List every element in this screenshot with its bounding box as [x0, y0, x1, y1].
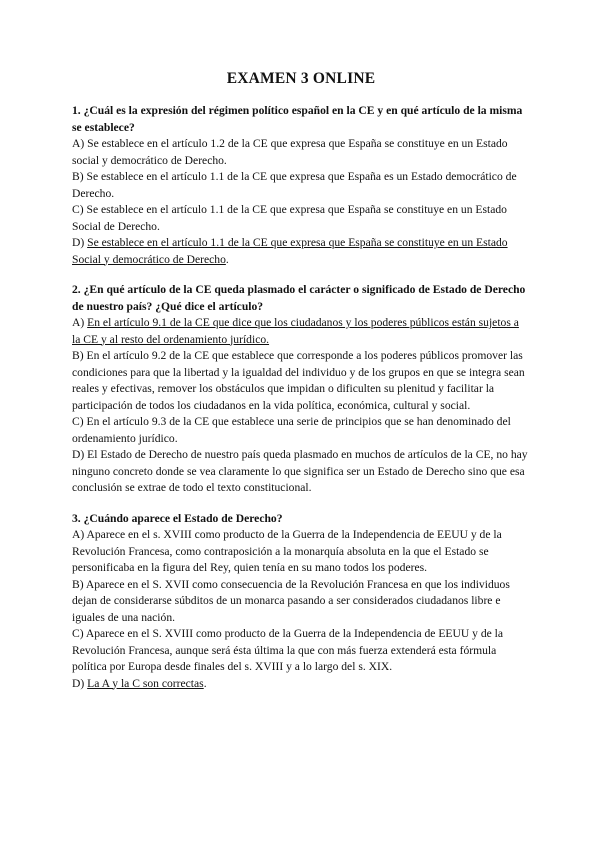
option-text: Se establece en el artículo 1.1 de la CE que expresa que España es un Estado democrático de Derecho. [72, 170, 517, 200]
question-3-option-c [72, 626, 530, 676]
question-3 [72, 511, 530, 693]
option-letter: D) [72, 448, 85, 461]
question-2-option-d [72, 447, 530, 497]
question-3-option-b [72, 577, 530, 627]
question-3-option-a [72, 527, 530, 577]
question-3-text: 3. ¿Cuándo aparece el Estado de Derecho? [72, 511, 283, 525]
question-3-option-d [72, 676, 530, 693]
question-2-text: 2. ¿En qué artículo de la CE queda plasmado el carácter o significado de Estado de Derecho de nuestro país? ¿Qué dice el artículo? [72, 283, 526, 313]
option-letter: A) [72, 528, 85, 541]
option-letter: B) [72, 577, 84, 591]
option-text: Aparece en el S. XVIII como producto de la Guerra de la Independencia de EEUU y de la Revolución Francesa, aunque será ésta última la que con más fuerza extenderá esta fórmula política por Europa desde finales del s. XVIII y a lo largo del s. XIX. [72, 627, 504, 673]
option-letter: C) [72, 415, 84, 428]
option-text: En el artículo 9.2 de la CE que establece que corresponde a los poderes públicos promover las condiciones para que la libertad y la igualdad del individuo y de los grupos en que se integra sean reales y efectivas, remover los obstáculos que impidan o dificulten su plenitud y facilitar la participación de todos los ciudadanos en la vida política, económica, cultural y social. [72, 349, 525, 412]
option-text: El Estado de Derecho de nuestro país queda plasmado en muchos de artículos de la CE, no hay ninguno concreto donde se vea claramente lo que significa ser un Estado de Derecho sino que esa conclusión se extrae de todo el texto constitucional. [72, 448, 528, 494]
option-letter: D) [72, 676, 85, 690]
question-1-option-a [72, 136, 530, 169]
option-suffix: . [225, 252, 229, 266]
question-1-option-c [72, 202, 530, 235]
question-2-option-b [72, 348, 530, 414]
question-2 [72, 282, 530, 497]
option-text-underlined: En el artículo 9.1 de la CE que dice que los ciudadanos y los poderes públicos están sujetos a la CE y al resto del ordenamiento jurídico. [72, 316, 519, 346]
option-letter: C) [72, 627, 84, 640]
option-suffix: . [203, 676, 207, 690]
option-text: Se establece en el artículo 1.1 de la CE que expresa que España se constituye en un Estado Social de Derecho. [72, 203, 507, 233]
option-letter: A) [72, 316, 85, 329]
question-1 [72, 103, 530, 268]
option-text-underlined: Se establece en el artículo 1.1 de la CE que expresa que España se constituye en un Estado Social y democrático de Derecho [72, 236, 508, 266]
option-text: Aparece en el s. XVIII como producto de la Guerra de la Independencia de EEUU y de la Revolución Francesa, como contraposición a la monarquía absoluta en la que el Estado se personificaba en la figura del Rey, quien tenía en su mano todos los poderes. [72, 528, 502, 574]
option-letter: D) [72, 236, 85, 249]
option-letter: B) [72, 170, 84, 183]
option-letter: C) [72, 203, 84, 216]
option-letter: B) [72, 349, 84, 362]
document-page [72, 70, 530, 706]
question-2-option-c [72, 414, 530, 447]
page-title: EXAMEN 3 ONLINE [226, 70, 376, 87]
option-text: Aparece en el S. XVII como consecuencia de la Revolución Francesa en que los individuos dejan de considerarse súbditos de un monarca pasando a ser considerados ciudadanos libre e iguales de una nación. [72, 577, 510, 624]
option-text: En el artículo 9.3 de la CE que establece una serie de principios que se han denominado del ordenamiento jurídico. [72, 415, 511, 445]
question-2-option-a [72, 315, 530, 348]
question-1-option-b [72, 169, 530, 202]
option-text: Se establece en el artículo 1.2 de la CE que expresa que España se constituye en un Estado social y democrático de Derecho. [72, 137, 508, 167]
option-text-underlined: La A y la C son correctas [87, 676, 204, 690]
question-1-option-d [72, 235, 530, 268]
question-1-text: 1. ¿Cuál es la expresión del régimen político español en la CE y en qué artículo de la misma se establece? [72, 104, 523, 134]
option-letter: A) [72, 137, 85, 150]
